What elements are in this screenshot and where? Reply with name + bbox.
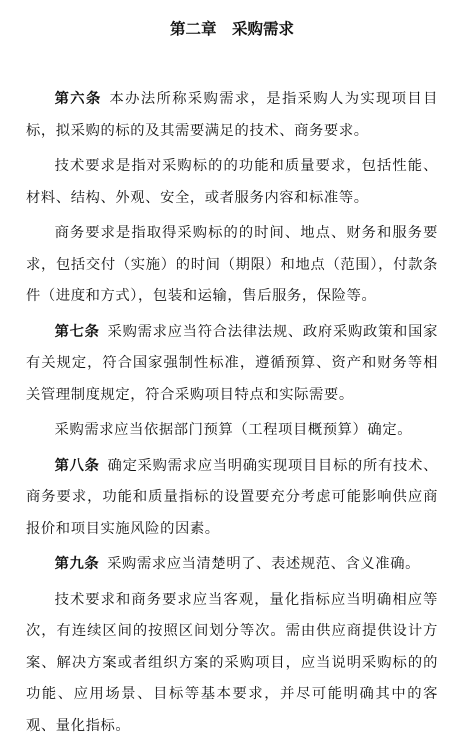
- article-label: 第八条: [55, 458, 100, 474]
- paragraph-text: 确定采购需求应当明确实现项目目标的所有技术、商务要求，功能和质量指标的设置要充分考虑可能影响供应商报价和项目实施风险的因素。: [26, 458, 438, 537]
- paragraph-technical-requirements: [26, 151, 438, 214]
- paragraph-text: 技术要求和商务要求应当客观，量化指标应当明确相应等次，有连续区间的按照区间划分等次。需由供应商提供设计方案、解决方案或者组织方案的采购项目，应当说明采购标的的功能、应用场景、目标等基本要求，并尽可能明确其中的客观、量化指标。: [26, 592, 438, 734]
- paragraph-text: 采购需求应当依据部门预算（工程项目概预算）确定。: [55, 422, 413, 438]
- article-label: 第七条: [55, 324, 100, 340]
- paragraph-budget-basis: [26, 415, 438, 447]
- body-text: [26, 84, 438, 742]
- paragraph-business-requirements: [26, 218, 438, 313]
- paragraph-article-9: [26, 549, 438, 581]
- paragraph-article-8: [26, 451, 438, 546]
- paragraph-objective-indicators: [26, 585, 438, 742]
- paragraph-text: 技术要求是指对采购标的的功能和质量要求，包括性能、材料、结构、外观、安全，或者服务内容和标准等。: [26, 158, 438, 206]
- article-label: 第六条: [55, 91, 102, 107]
- paragraph-text: 商务要求是指取得采购标的的时间、地点、财务和服务要求，包括交付（实施）的时间（期限）和地点（范围），付款条件（进度和方式），包装和运输，售后服务，保险等。: [26, 225, 438, 304]
- paragraph-text: 采购需求应当清楚明了、表述规范、含义准确。: [107, 556, 420, 572]
- paragraph-text: 采购需求应当符合法律法规、政府采购政策和国家有关规定，符合国家强制性标准，遵循预算、资产和财务等相关管理制度规定，符合采购项目特点和实际需要。: [26, 324, 438, 403]
- article-label: 第九条: [55, 556, 100, 572]
- paragraph-article-6: [26, 84, 438, 147]
- paragraph-article-7: [26, 317, 438, 412]
- paragraph-text: 本办法所称采购需求，是指采购人为实现项目目标，拟采购的标的及其需要满足的技术、商务要求。: [26, 91, 438, 139]
- chapter-title: 第二章 采购需求: [26, 16, 438, 42]
